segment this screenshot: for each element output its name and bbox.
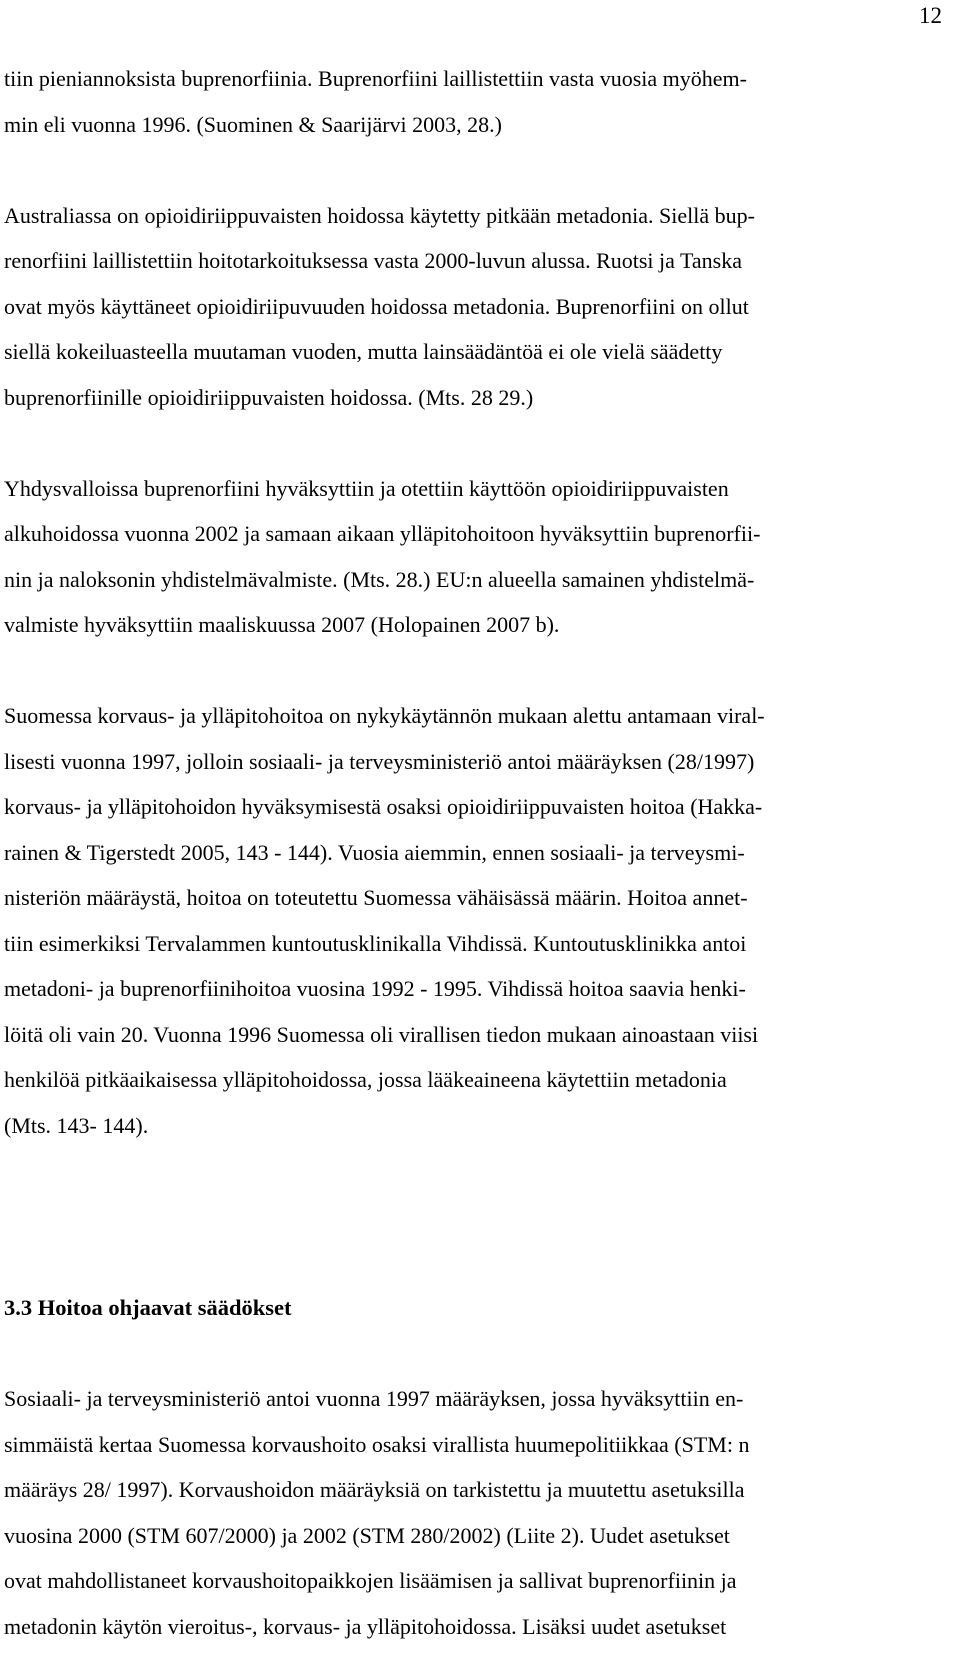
document-body — [4, 56, 924, 1649]
paragraph-3 — [4, 466, 924, 648]
section-paragraph — [4, 1376, 924, 1649]
text-line: ovat myös käyttäneet opioidiriipuvuuden hoidossa metadonia. Buprenorfiini on ollut — [4, 293, 749, 319]
paragraph-1 — [4, 56, 924, 147]
text-line: lisesti vuonna 1997, jolloin sosiaali- ja terveysministeriö antoi määräyksen (28/1997) — [4, 748, 755, 774]
text-line: määräys 28/ 1997). Korvaushoidon määräyksiä on tarkistettu ja muutettu asetuksilla — [4, 1477, 745, 1502]
text-line: nin ja naloksonin yhdistelmävalmiste. (Mts. 28.) EU:n alueella samainen yhdistelmä- — [4, 566, 755, 592]
paragraph-4 — [4, 693, 924, 1148]
text-line: metadonin käytön vieroitus-, korvaus- ja ylläpitohoidossa. Lisäksi uudet asetukset — [4, 1613, 727, 1639]
paragraph-2 — [4, 193, 924, 421]
text-line: nisteriön määräystä, hoitoa on toteutettu Suomessa vähäisässä määrin. Hoitoa annet- — [4, 885, 748, 910]
text-line: Australiassa on opioidiriippuvaisten hoidossa käytetty pitkään metadonia. Siellä bup- — [4, 202, 755, 228]
text-line: korvaus- ja ylläpitohoidon hyväksymisestä osaksi opioidiriippuvaisten hoitoa (Hakka- — [4, 794, 763, 819]
text-line: siellä kokeiluasteella muutaman vuoden, mutta lainsäädäntöä ei ole vielä säädetty — [4, 339, 723, 364]
text-line: tiin pieniannoksista buprenorfiinia. Buprenorfiini laillistettiin vasta vuosia myöhem- — [4, 66, 747, 91]
text-line: tiin esimerkiksi Tervalammen kuntoutusklinikalla Vihdissä. Kuntoutusklinikka antoi — [4, 930, 747, 956]
text-line: simmäistä kertaa Suomessa korvaushoito osaksi virallista huumepolitiikkaa (STM: n — [4, 1431, 750, 1457]
text-line: henkilöä pitkäaikaisessa ylläpitohoidossa, jossa lääkeaineena käytettiin metadonia — [4, 1067, 727, 1092]
text-line: metadoni- ja buprenorfiinihoitoa vuosina 1992 - 1995. Vihdissä hoitoa saavia henki- — [4, 976, 746, 1001]
text-line: Sosiaali- ja terveysministeriö antoi vuonna 1997 määräyksen, jossa hyväksyttiin en- — [4, 1386, 744, 1411]
section-heading: 3.3 Hoitoa ohjaavat säädökset — [4, 1295, 292, 1320]
text-line: ovat mahdollistaneet korvaushoitopaikkojen lisäämisen ja sallivat buprenorfiinin ja — [4, 1568, 737, 1593]
text-line: vuosina 2000 (STM 607/2000) ja 2002 (STM 280/2002) (Liite 2). Uudet asetukset — [4, 1522, 730, 1548]
text-line: renorfiini laillistettiin hoitotarkoituksessa vasta 2000-luvun alussa. Ruotsi ja Tanska — [4, 248, 742, 273]
text-line: Yhdysvalloissa buprenorfiini hyväksyttiin ja otettiin käyttöön opioidiriippuvaisten — [4, 475, 729, 501]
text-line: (Mts. 143- 144). — [4, 1112, 149, 1138]
text-line: rainen & Tigerstedt 2005, 143 - 144). Vuosia aiemmin, ennen sosiaali- ja terveysmi- — [4, 839, 745, 865]
text-line: löitä oli vain 20. Vuonna 1996 Suomessa oli virallisen tiedon mukaan ainoastaan viisi — [4, 1021, 759, 1047]
text-line: Suomessa korvaus- ja ylläpitohoitoa on nykykäytännön mukaan alettu antamaan viral- — [4, 703, 765, 728]
text-line: alkuhoidossa vuonna 2002 ja samaan aikaan ylläpitohoitoon hyväksyttiin buprenorfii- — [4, 521, 761, 546]
page-number: 12 — [919, 3, 942, 28]
text-line: valmiste hyväksyttiin maaliskuussa 2007 (Holopainen 2007 b). — [4, 612, 560, 637]
text-line: min eli vuonna 1996. (Suominen & Saarijärvi 2003, 28.) — [4, 111, 502, 137]
text-line: buprenorfiinille opioidiriippuvaisten hoidossa. (Mts. 28 29.) — [4, 384, 534, 410]
